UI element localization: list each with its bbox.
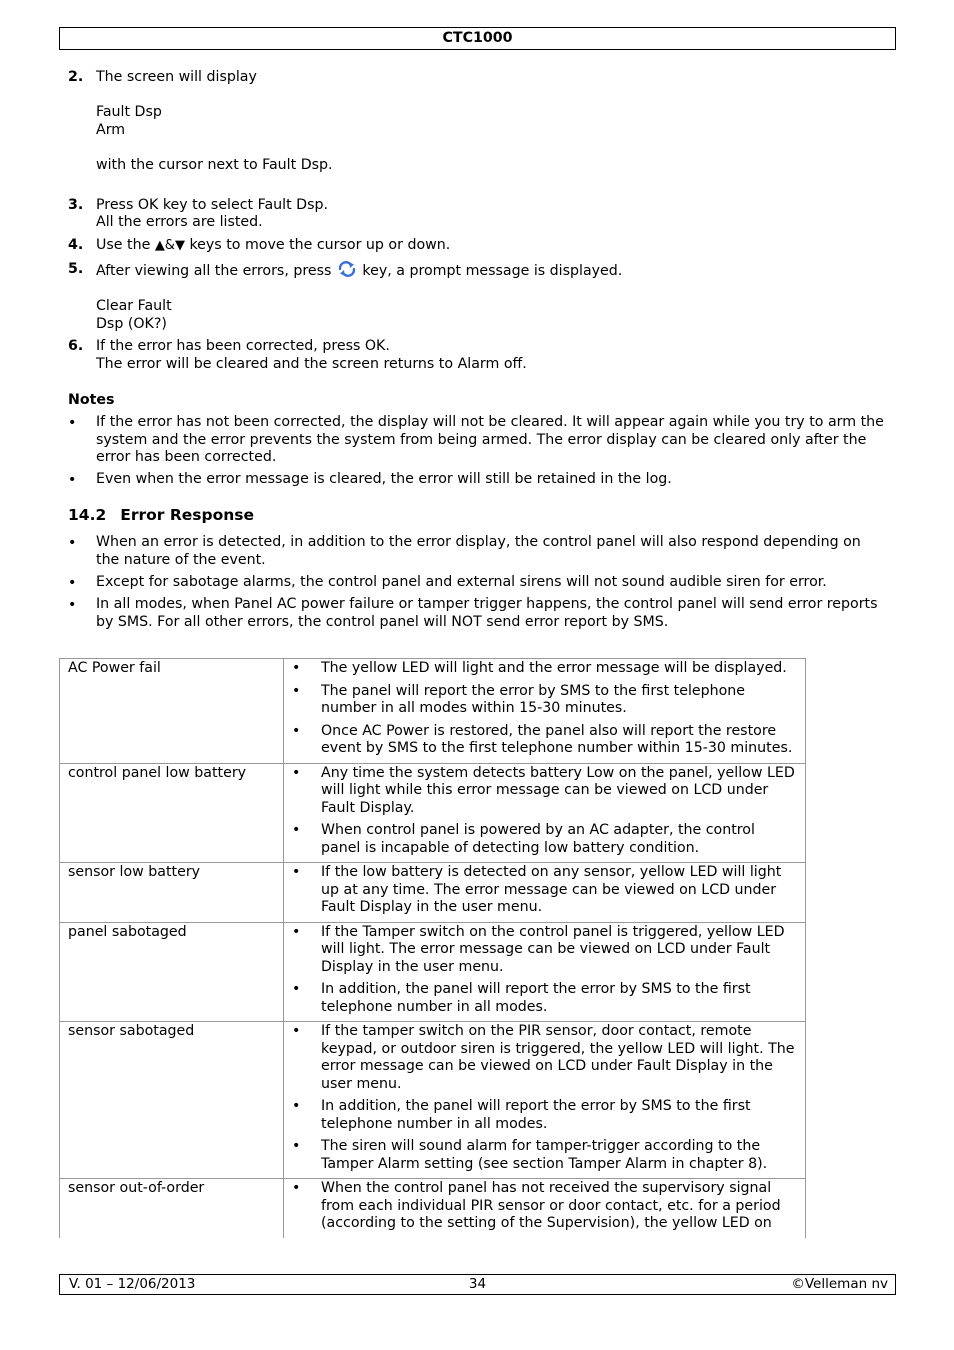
step-text-part: After viewing all the errors, press	[96, 263, 336, 279]
step-number: 3.	[68, 197, 84, 213]
list-item: • In addition, the panel will report the error by SMS to the first telephone number in all modes.	[284, 1098, 797, 1133]
bullet-dot: •	[68, 415, 77, 431]
list-item: • If the low battery is detected on any sensor, yellow LED will light up at any time. The error message can be viewed on LCD under Fault Display in the user menu.	[284, 864, 797, 917]
list-item: • The panel will report the error by SMS to the first telephone number in all modes within 15-30 minutes.	[284, 683, 797, 718]
list-item: • Once AC Power is restored, the panel also will report the restore event by SMS to the first telephone number within 15-30 minutes.	[284, 723, 797, 758]
section-number: 14.2	[68, 506, 107, 524]
list-item: • Any time the system detects battery Low on the panel, yellow LED will light while this error message can be viewed on LCD under Fault Display.	[284, 765, 797, 818]
error-response-cell	[284, 1022, 806, 1179]
response-list	[284, 923, 805, 1022]
list-item: • The yellow LED will light and the error message will be displayed.	[284, 660, 797, 678]
step-text-part: Use the	[96, 237, 155, 253]
response-list	[284, 1022, 805, 1178]
response-list	[284, 659, 805, 763]
notes-heading: Notes	[68, 392, 115, 408]
bullet-dot: •	[68, 472, 77, 488]
step-text	[96, 236, 450, 255]
response-list	[284, 764, 805, 863]
step-number: 5.	[68, 261, 84, 277]
step-text: The screen will display	[96, 69, 257, 85]
error-response-cell	[284, 863, 806, 923]
error-response-table	[59, 658, 806, 1238]
error-type-cell: panel sabotaged	[60, 922, 284, 1022]
bullet-dot: •	[68, 535, 77, 551]
step-text-part: key, a prompt message is displayed.	[357, 263, 623, 279]
list-item: • In addition, the panel will report the error by SMS to the first telephone number in all modes.	[284, 981, 797, 1016]
bullet-dot: •	[68, 575, 77, 591]
lcd-display-line: Fault Dsp	[96, 104, 162, 120]
lcd-display-line: Clear Fault	[96, 298, 172, 314]
page-footer	[59, 1274, 896, 1295]
refresh-icon	[336, 260, 358, 278]
footer-page-number: 34	[468, 1276, 487, 1292]
step-number: 2.	[68, 69, 84, 85]
response-list	[284, 1179, 805, 1238]
page-header-title: CTC1000	[59, 27, 896, 50]
section-item: In all modes, when Panel AC power failure or tamper trigger happens, the control panel will send error reports by SMS. For all other errors, the control panel will NOT send error report by SMS.	[96, 596, 878, 630]
table-row	[60, 1179, 806, 1238]
step-text: All the errors are listed.	[96, 214, 263, 230]
section-item: When an error is detected, in addition to the error display, the control panel will also respond depending on the nature of the event.	[96, 534, 861, 568]
step-text: Press OK key to select Fault Dsp.	[96, 197, 328, 213]
table-row	[60, 659, 806, 764]
error-type-cell: sensor out-of-order	[60, 1179, 284, 1238]
bullet-dot: •	[68, 597, 77, 613]
error-type-cell: AC Power fail	[60, 659, 284, 764]
table-row	[60, 763, 806, 863]
notes-item: Even when the error message is cleared, the error will still be retained in the log.	[96, 471, 672, 487]
step-text-part: keys to move the cursor up or down.	[184, 237, 451, 253]
list-item: • If the Tamper switch on the control panel is triggered, yellow LED will light. The error message can be viewed on LCD under Fault Display in the user menu.	[284, 924, 797, 977]
step-text: with the cursor next to Fault Dsp.	[96, 157, 333, 173]
section-title: Error Response	[120, 506, 255, 524]
step-text: The error will be cleared and the screen returns to Alarm off.	[96, 356, 527, 372]
error-response-cell	[284, 763, 806, 863]
response-list	[284, 863, 805, 922]
step-text: If the error has been corrected, press OK.	[96, 338, 390, 354]
lcd-display-line: Arm	[96, 122, 126, 138]
error-type-cell: sensor sabotaged	[60, 1022, 284, 1179]
step-text	[96, 260, 622, 280]
up-down-arrow-icon: ▲&▼	[154, 238, 185, 253]
list-item: • If the tamper switch on the PIR sensor, door contact, remote keypad, or outdoor siren is triggered, the yellow LED will light. The error message can be viewed on LCD under Fault Display in the user menu.	[284, 1023, 797, 1093]
table-row	[60, 1022, 806, 1179]
error-response-cell	[284, 1179, 806, 1238]
section-item: Except for sabotage alarms, the control panel and external sirens will not sound audible siren for error.	[96, 574, 827, 590]
section-heading	[68, 505, 254, 525]
error-response-cell	[284, 922, 806, 1022]
footer-version: V. 01 – 12/06/2013	[69, 1276, 196, 1292]
error-type-cell: control panel low battery	[60, 763, 284, 863]
error-response-cell	[284, 659, 806, 764]
list-item: • When control panel is powered by an AC adapter, the control panel is incapable of detecting low battery condition.	[284, 822, 797, 857]
notes-item: If the error has not been corrected, the display will not be cleared. It will appear again while you try to arm the system and the error prevents the system from being armed. The error display can be cleared only after the error has been corrected.	[96, 414, 884, 465]
table-row	[60, 863, 806, 923]
error-type-cell: sensor low battery	[60, 863, 284, 923]
lcd-display-line: Dsp (OK?)	[96, 316, 167, 332]
list-item: • The siren will sound alarm for tamper-trigger according to the Tamper Alarm setting (see section Tamper Alarm in chapter 8).	[284, 1138, 797, 1173]
step-number: 4.	[68, 237, 84, 253]
table-row	[60, 922, 806, 1022]
step-number: 6.	[68, 338, 84, 354]
list-item: • When the control panel has not received the supervisory signal from each individual PIR sensor or door contact, etc. for a period (according to the setting of the Supervision), the yellow LED on	[284, 1180, 797, 1233]
footer-copyright: ©Velleman nv	[791, 1276, 888, 1292]
